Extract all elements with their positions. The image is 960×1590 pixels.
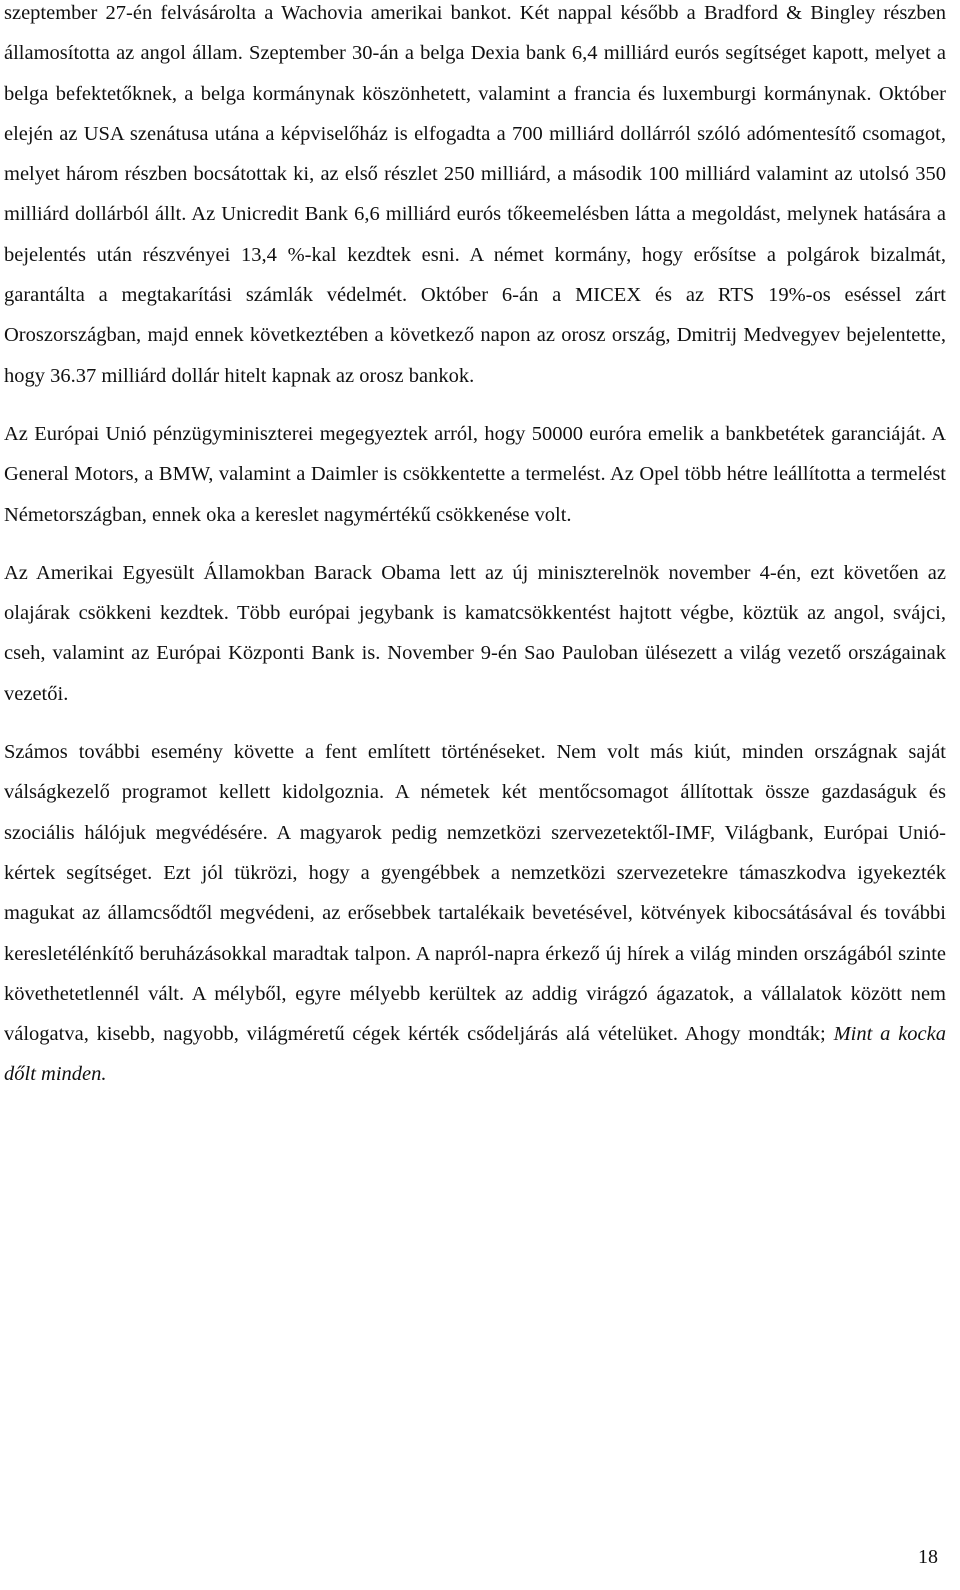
paragraph-4 [4,732,946,1095]
paragraph-4-quote: Mint a kocka dőlt minden. [4,1023,947,1086]
paragraph-1-part-1: szeptember 27-én felvásárolta a Wachovia amerikai bankot. Két nappal később a Bradford & Bingley részben államosította az angol állam. [4,2,946,65]
paragraph-2 [4,414,946,535]
paragraph-3 [4,553,946,714]
paragraph-3-text: Az Amerikai Egyesült Államokban Barack Obama lett az új miniszterelnök november 4-én, ezt követően az olajárak csökkeni kezdtek. Több európai jegybank is kamatcsökkentést hajtott végbe, köztük az angol, svájci, cseh, valamint az Európai Központi Bank is. November 9-én Sao Pauloban ülésezett a világ vezető országainak vezetői. [4,561,946,705]
paragraph-1-part-2: Szeptember 30-án a belga Dexia bank 6,4 milliárd eurós segítséget kapott, melyet a belga befektetőknek, a belga kormánynak köszönhetett, valamint a francia és luxemburgi kormánynak. Október elején az USA szenátusa utána a képviselőház is elfogadta a 700 milliárd dollárról szóló adómentesítő csomagot, melyet három részben bocsátottak ki, az első részlet 250 milliárd, a második 100 milliárd valamint az utolsó 350 milliárd dollárból állt. [4,42,947,226]
page-number: 18 [918,1546,938,1568]
paragraph-4-text: Számos további esemény követte a fent említett történéseket. Nem volt más kiút, minden országnak saját válságkezelő programot kellett kidolgoznia. A németek két mentőcsomagot állítottak össze gazdaságuk és szociális hálójuk megvédésére. A magyarok pedig nemzetközi szervezetektől-IMF, Világbank, Európai Unió- kértek segítséget. Ezt jól tükrözi, hogy a gyengébbek a nemzetközi szervezetekre támaszkodva igyekezték magukat az államcsődtől megvédeni, az erősebbek tartalékaik bevetésével, kötvények kibocsátásával és további keresletélénkítő beruházásokkal maradtak talpon. A napról-napra érkező új hírek a világ minden országából szinte követhetetlennél vált. A mélyből, egyre mélyebb kerültek az addig virágzó ágazatok, a vállalatok között nem válogatva, kisebb, nagyobb, világméretű cégek kérték csődeljárás alá vételüket. Ahogy mondták; [4,741,946,1046]
paragraph-1-part-3: Az Unicredit Bank 6,6 milliárd eurós tőkeemelésben látta a megoldást, melynek hatására a bejelentés után részvényei 13,4 %-kal kezdtek esni. A német kormány, hogy erősítse a polgárok bizalmát, garantálta a megtakarítási számlák védelmét. Október 6-án a MICEX és az RTS 19%-os eséssel zárt Oroszországban, majd ennek következtében a következő napon az orosz ország, Dmitrij Medvegyev bejelentette, hogy 36.37 milliárd dollár hitelt kapnak az orosz bankok. [4,203,946,387]
paragraph-2-text: Az Európai Unió pénzügyminiszterei megegyeztek arról, hogy 50000 euróra emelik a bankbetétek garanciáját. A General Motors, a BMW, valamint a Daimler is csökkentette a termelést. Az Opel több hétre leállította a termelést Németországban, ennek oka a kereslet nagymértékű csökkenése volt. [4,422,946,526]
paragraph-1 [4,0,946,396]
